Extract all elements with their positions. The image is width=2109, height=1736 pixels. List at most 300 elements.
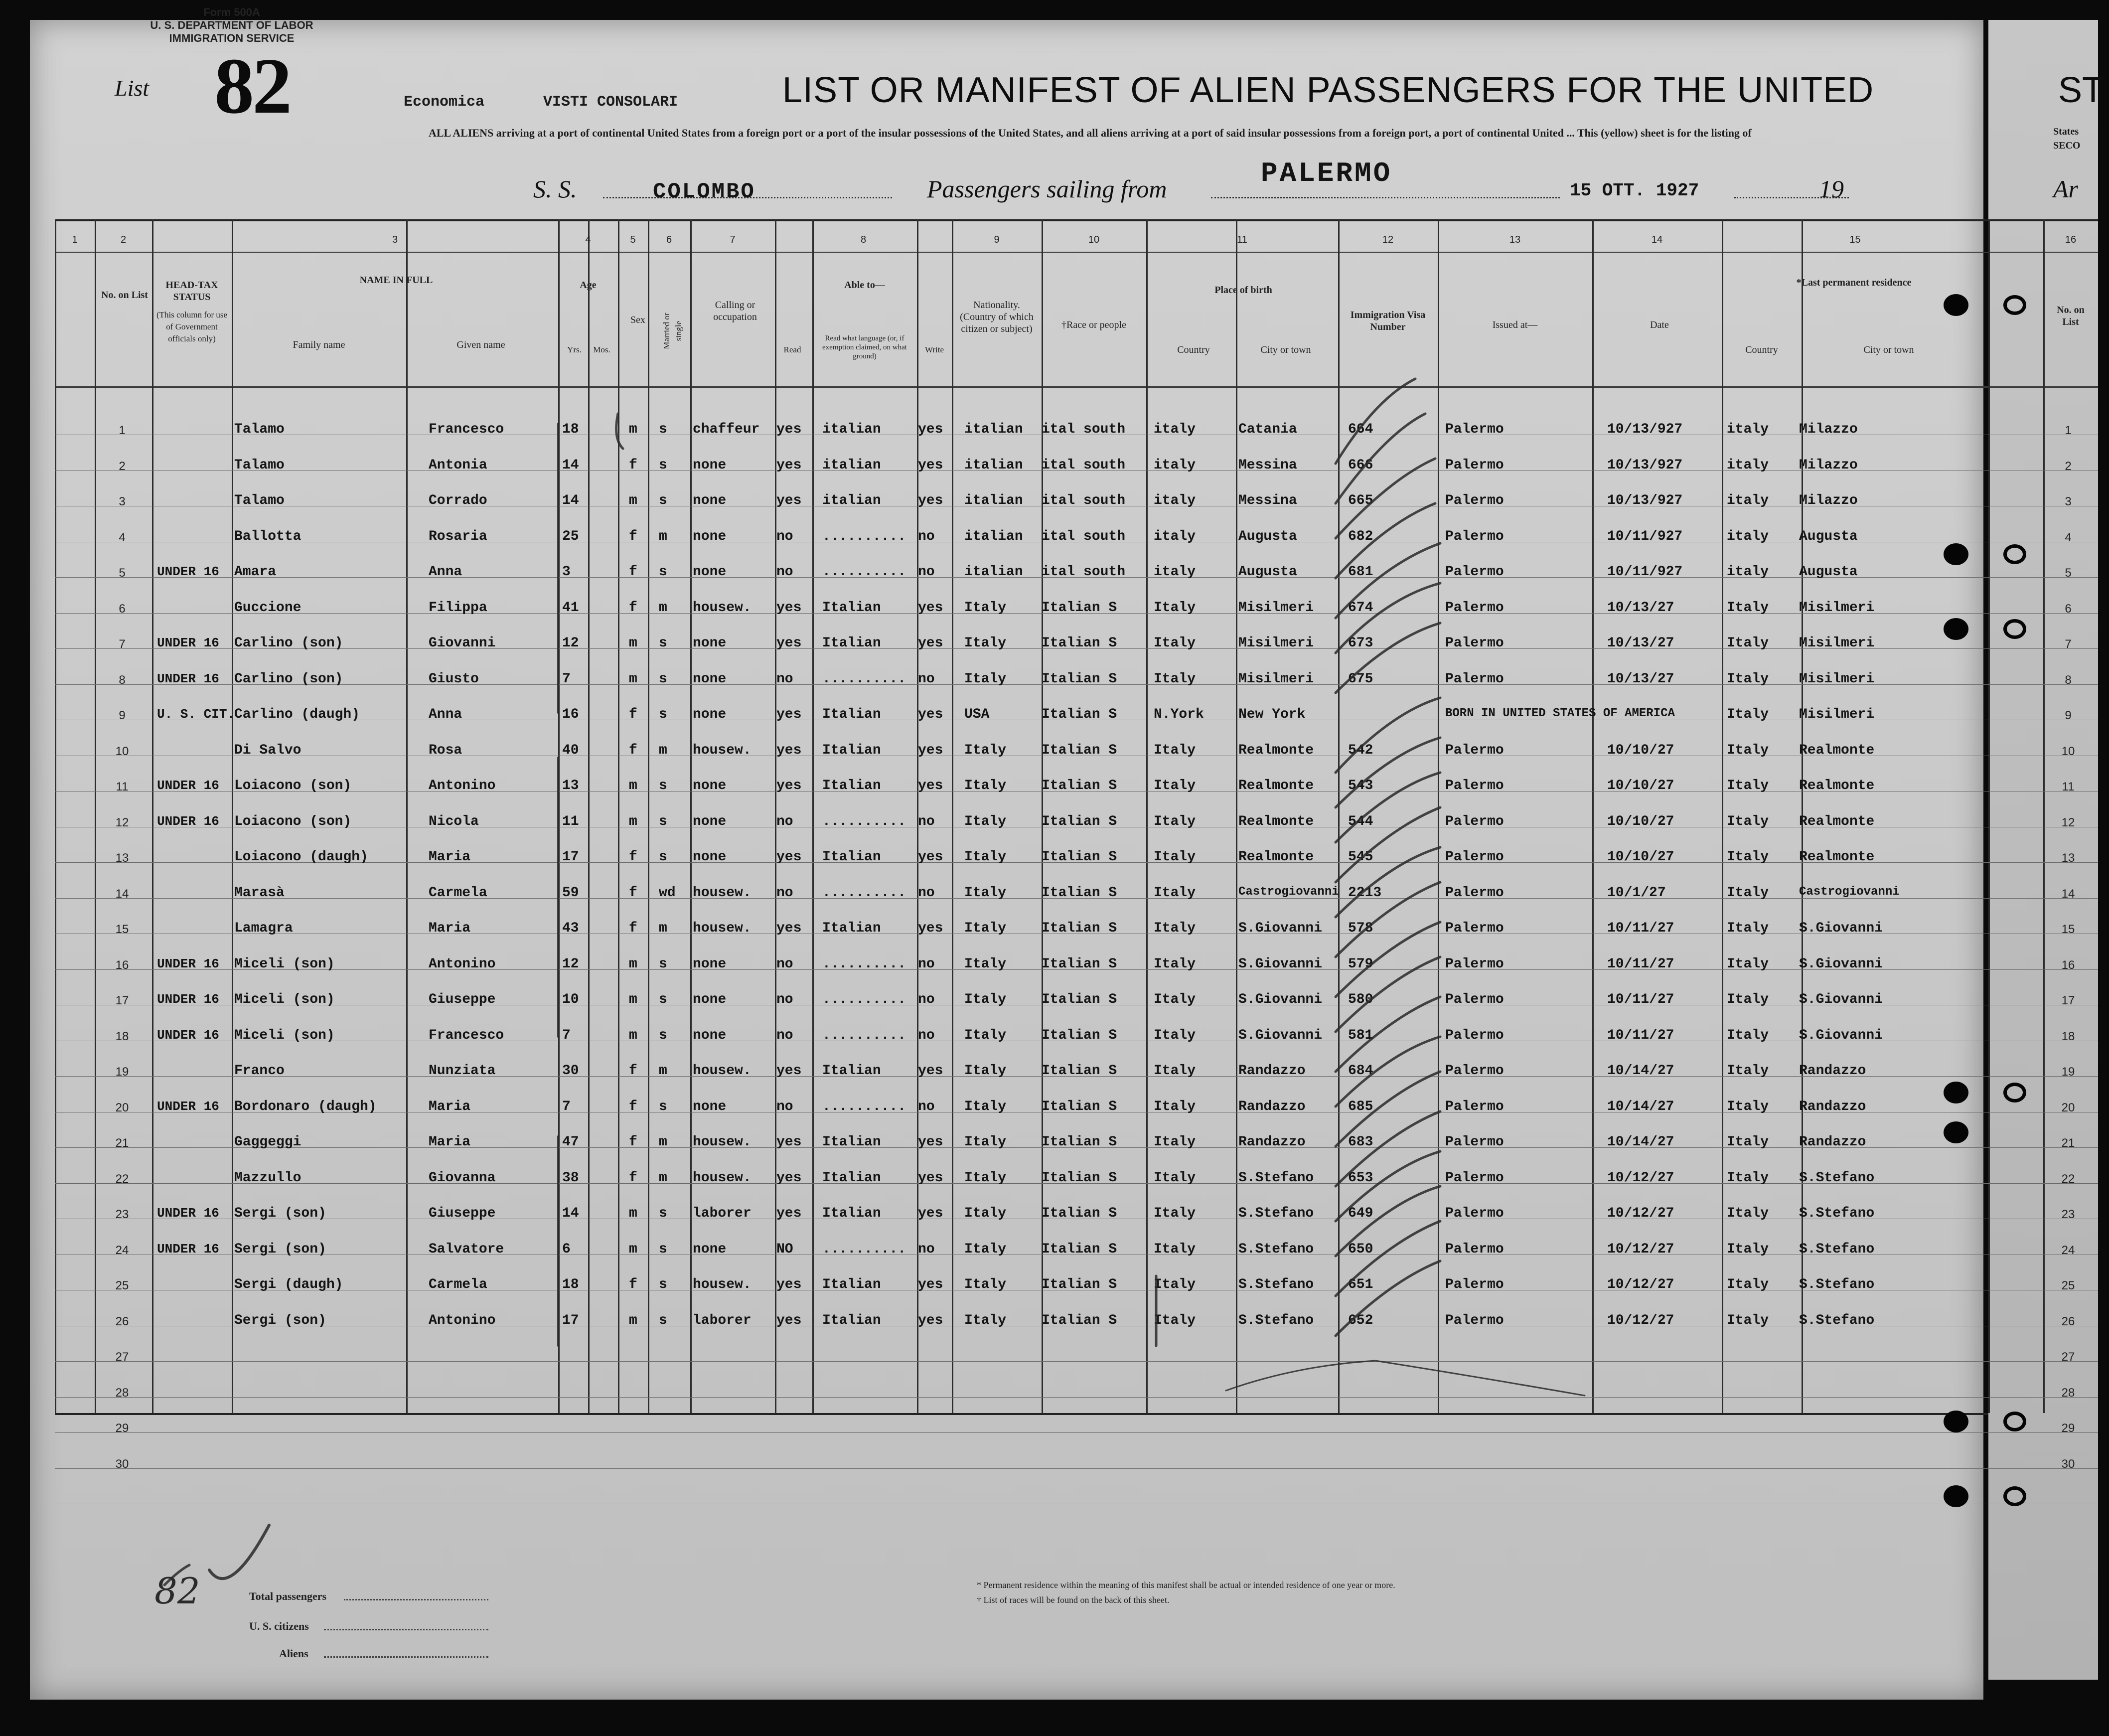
hdr-given-name: Given name [456, 339, 505, 350]
given-name-cell: Carmela [429, 885, 487, 901]
nationality-cell: italian [964, 529, 1023, 544]
given-name-cell: Giovanni [429, 635, 496, 651]
birth-city-cell: Castrogiovanni [1238, 885, 1339, 899]
visa-date-cell: 10/1/27 [1607, 885, 1666, 901]
birth-country-cell: italy [1154, 529, 1196, 544]
birth-city-cell: Realmonte [1238, 743, 1314, 758]
row-number-right: 25 [2061, 1279, 2075, 1292]
visa-date-cell: 10/10/27 [1607, 814, 1674, 829]
issued-at-cell: Palermo [1445, 1028, 1504, 1043]
birth-city-cell: Misilmeri [1238, 671, 1314, 687]
hdr-head-tax: HEAD-TAX STATUS [165, 280, 218, 303]
calling-cell: housew. [693, 1170, 752, 1186]
marital-status-cell: s [659, 849, 667, 865]
age-cell: 7 [562, 671, 571, 687]
family-name-cell: Gaggeggi [234, 1134, 301, 1150]
row-number: 3 [119, 495, 126, 508]
row-number: 9 [119, 709, 126, 722]
visa-date-cell: 10/14/27 [1607, 1134, 1674, 1150]
issued-at-cell: Palermo [1445, 1313, 1504, 1328]
visa-number-cell: 681 [1348, 564, 1373, 580]
marital-status-cell: s [659, 1313, 667, 1328]
family-name-cell: Miceli (son) [234, 956, 335, 972]
footnote-races: † List of races will be found on the back of this sheet. [977, 1595, 1170, 1605]
residence-city-cell: S.Stefano [1799, 1313, 1875, 1328]
write-cell: no [918, 885, 935, 901]
language-cell: .......... [822, 671, 906, 687]
hdr-issued-at: Issued at— [1492, 319, 1538, 330]
residence-country-cell: Italy [1727, 992, 1769, 1007]
citizens-dotted-line [324, 1629, 488, 1630]
language-cell: italian [822, 458, 881, 473]
residence-country-cell: Italy [1727, 600, 1769, 616]
language-cell: Italian [822, 778, 881, 793]
family-name-cell: Loiacono (son) [234, 778, 352, 793]
family-name-cell: Miceli (son) [234, 1028, 335, 1043]
residence-city-cell: Misilmeri [1799, 600, 1875, 616]
marital-status-cell: s [659, 458, 667, 473]
row-number-right: 14 [2061, 887, 2075, 901]
language-cell: Italian [822, 743, 881, 758]
sex-cell: m [629, 422, 637, 437]
birth-country-cell: Italy [1154, 1206, 1196, 1221]
calling-cell: none [693, 992, 727, 1007]
birth-country-cell: italy [1154, 458, 1196, 473]
punch-hole [1944, 294, 1968, 316]
read-cell: yes [776, 921, 802, 936]
residence-city-cell: S.Stefano [1799, 1206, 1875, 1221]
race-cell: Italian S [1042, 1277, 1117, 1292]
read-cell: no [776, 885, 793, 901]
sex-cell: f [629, 849, 637, 865]
residence-country-cell: Italy [1727, 921, 1769, 936]
sex-cell: f [629, 1170, 637, 1186]
race-cell: Italian S [1042, 1206, 1117, 1221]
age-cell: 43 [562, 921, 579, 936]
birth-country-cell: Italy [1154, 814, 1196, 829]
row-number: 19 [115, 1065, 129, 1079]
row-number-right: 28 [2061, 1386, 2075, 1400]
visa-date-cell: 10/11/27 [1607, 1028, 1674, 1043]
head-tax-cell: UNDER 16 [157, 1242, 219, 1257]
birth-country-cell: Italy [1154, 1099, 1196, 1114]
issued-at-cell: Palermo [1445, 956, 1504, 972]
write-cell: no [918, 1099, 935, 1114]
column-number: 4 [585, 234, 591, 245]
nationality-cell: Italy [964, 1063, 1007, 1079]
read-cell: no [776, 956, 793, 972]
footnote-residence: * Permanent residence within the meaning of this manifest shall be actual or intended residence of one year or more. [977, 1580, 1395, 1590]
write-cell: yes [918, 1170, 943, 1186]
write-cell: yes [918, 778, 943, 793]
visa-date-cell: 10/11/27 [1607, 956, 1674, 972]
row-number-right: 18 [2061, 1030, 2075, 1043]
family-name-cell: Sergi (son) [234, 1313, 326, 1328]
marital-status-cell: s [659, 992, 667, 1007]
age-cell: 17 [562, 849, 579, 865]
language-cell: Italian [822, 1170, 881, 1186]
age-cell: 7 [562, 1028, 571, 1043]
head-tax-cell: UNDER 16 [157, 671, 219, 686]
nationality-cell: Italy [964, 849, 1007, 865]
residence-city-cell: S.Giovanni [1799, 956, 1883, 972]
footer-total-passengers: Total passengers [249, 1590, 327, 1602]
visa-number-cell: 578 [1348, 921, 1373, 936]
write-cell: no [918, 1028, 935, 1043]
age-cell: 3 [562, 564, 571, 580]
issued-at-cell: Palermo [1445, 992, 1504, 1007]
hdr-name-in-full: NAME IN FULL [359, 275, 433, 286]
given-name-cell: Giuseppe [429, 992, 496, 1007]
residence-country-cell: Italy [1727, 1313, 1769, 1328]
stamp-class: Economica [404, 94, 485, 111]
race-cell: ital south [1042, 458, 1126, 473]
issued-at-cell: Palermo [1445, 743, 1504, 758]
visa-number-cell: 542 [1348, 743, 1373, 758]
row-number: 26 [115, 1315, 129, 1328]
birth-city-cell: Randazzo [1238, 1063, 1306, 1079]
row-number-right: 29 [2061, 1421, 2075, 1435]
write-cell: yes [918, 422, 943, 437]
hdr-read-language: Read what language (or, if exemption claimed, on what ground) [822, 334, 907, 360]
punch-hole-ring [2003, 1083, 2026, 1103]
residence-country-cell: Italy [1727, 1242, 1769, 1257]
race-cell: Italian S [1042, 707, 1117, 722]
row-number: 22 [115, 1172, 129, 1186]
marital-status-cell: s [659, 814, 667, 829]
race-cell: Italian S [1042, 1242, 1117, 1257]
sex-cell: f [629, 1063, 637, 1079]
head-tax-cell: UNDER 16 [157, 814, 219, 829]
row-number: 2 [119, 460, 126, 473]
marital-status-cell: s [659, 707, 667, 722]
read-cell: yes [776, 778, 802, 793]
row-number: 27 [115, 1350, 129, 1364]
age-cell: 18 [562, 422, 579, 437]
visa-number-cell: 544 [1348, 814, 1373, 829]
write-cell: yes [918, 921, 943, 936]
sex-cell: f [629, 921, 637, 936]
language-cell: Italian [822, 1134, 881, 1150]
birth-country-cell: Italy [1154, 1313, 1196, 1328]
language-cell: Italian [822, 600, 881, 616]
read-cell: yes [776, 635, 802, 651]
issued-at-cell: Palermo [1445, 671, 1504, 687]
row-number-right: 9 [2065, 709, 2072, 722]
read-cell: yes [776, 849, 802, 865]
visa-number-cell: 664 [1348, 422, 1373, 437]
row-number: 10 [115, 745, 129, 758]
residence-city-cell: Randazzo [1799, 1099, 1866, 1114]
visa-number-cell: 580 [1348, 992, 1373, 1007]
head-tax-cell: UNDER 16 [157, 635, 219, 650]
issued-at-cell: Palermo [1445, 1170, 1504, 1186]
row-number-right: 5 [2065, 566, 2072, 580]
calling-cell: none [693, 778, 727, 793]
sex-cell: m [629, 493, 637, 508]
race-cell: Italian S [1042, 1028, 1117, 1043]
given-name-cell: Rosaria [429, 529, 487, 544]
family-name-cell: Amara [234, 564, 277, 580]
hdr-race: †Race or people [1061, 319, 1126, 330]
given-name-cell: Giuseppe [429, 1206, 496, 1221]
birth-country-cell: Italy [1154, 1028, 1196, 1043]
birth-country-cell: Italy [1154, 1134, 1196, 1150]
hdr-visa-number: Immigration Visa Number [1350, 310, 1426, 332]
visa-date-cell: 10/13/27 [1607, 635, 1674, 651]
sex-cell: f [629, 1099, 637, 1114]
birth-city-cell: S.Giovanni [1238, 992, 1323, 1007]
race-cell: Italian S [1042, 1134, 1117, 1150]
column-number: 14 [1651, 234, 1663, 245]
row-number: 20 [115, 1101, 129, 1114]
language-cell: .......... [822, 1242, 906, 1257]
age-cell: 18 [562, 1277, 579, 1292]
marital-status-cell: s [659, 1242, 667, 1257]
birth-city-cell: S.Stefano [1238, 1170, 1314, 1186]
marital-status-cell: m [659, 1134, 667, 1150]
visa-number-cell: 684 [1348, 1063, 1373, 1079]
read-cell: yes [776, 493, 802, 508]
visa-date-cell: 10/11/27 [1607, 992, 1674, 1007]
calling-cell: none [693, 956, 727, 972]
port-name: PALERMO [1261, 158, 1392, 189]
given-name-cell: Giusto [429, 671, 479, 687]
race-cell: ital south [1042, 529, 1126, 544]
write-cell: no [918, 1242, 935, 1257]
row-number: 12 [115, 816, 129, 829]
visa-date-cell: 10/12/27 [1607, 1170, 1674, 1186]
age-cell: 30 [562, 1063, 579, 1079]
residence-city-cell: S.Stefano [1799, 1170, 1875, 1186]
issued-at-cell: Palermo [1445, 564, 1504, 580]
nationality-cell: Italy [964, 1206, 1007, 1221]
visa-number-cell: 683 [1348, 1134, 1373, 1150]
marital-status-cell: s [659, 671, 667, 687]
row-number: 28 [115, 1386, 129, 1400]
sex-cell: f [629, 458, 637, 473]
calling-cell: none [693, 1099, 727, 1114]
marital-status-cell: s [659, 635, 667, 651]
write-cell: no [918, 814, 935, 829]
marital-status-cell: m [659, 1063, 667, 1079]
birth-city-cell: Catania [1238, 422, 1297, 437]
nationality-cell: Italy [964, 992, 1007, 1007]
nationality-cell: Italy [964, 921, 1007, 936]
head-tax-cell: U. S. CIT. [157, 707, 235, 722]
family-name-cell: Carlino (son) [234, 635, 343, 651]
language-cell: .......... [822, 956, 906, 972]
read-cell: no [776, 1099, 793, 1114]
residence-country-cell: italy [1727, 564, 1769, 580]
family-name-cell: Sergi (son) [234, 1242, 326, 1257]
calling-cell: housew. [693, 600, 752, 616]
read-cell: NO [776, 1242, 793, 1257]
form-tag: Form 500A U. S. DEPARTMENT OF LABOR IMMIGRATION SERVICE [150, 6, 313, 44]
row-number: 14 [115, 887, 129, 901]
calling-cell: none [693, 814, 727, 829]
family-name-cell: Di Salvo [234, 743, 301, 758]
residence-country-cell: Italy [1727, 671, 1769, 687]
hdr-res-city: City or town [1863, 344, 1914, 355]
race-cell: Italian S [1042, 635, 1117, 651]
column-number: 6 [666, 234, 672, 245]
family-name-cell: Marasà [234, 885, 285, 901]
visa-date-cell: 10/10/27 [1607, 778, 1674, 793]
read-cell: no [776, 814, 793, 829]
family-name-cell: Carlino (son) [234, 671, 343, 687]
read-cell: no [776, 1028, 793, 1043]
age-cell: 11 [562, 814, 579, 829]
calling-cell: chaffeur [693, 422, 760, 437]
calling-cell: housew. [693, 1277, 752, 1292]
row-number: 6 [119, 602, 126, 616]
row-number: 29 [115, 1421, 129, 1435]
sex-cell: f [629, 1134, 637, 1150]
race-cell: Italian S [1042, 956, 1117, 972]
age-cell: 7 [562, 1099, 571, 1114]
sailing-label: Passengers sailing from [927, 175, 1167, 203]
row-number: 24 [115, 1244, 129, 1257]
residence-city-cell: Augusta [1799, 529, 1858, 544]
nationality-cell: Italy [964, 814, 1007, 829]
residence-country-cell: Italy [1727, 849, 1769, 865]
language-cell: .......... [822, 1028, 906, 1043]
birth-city-cell: Augusta [1238, 529, 1297, 544]
age-cell: 38 [562, 1170, 579, 1186]
list-number: 82 [214, 41, 290, 130]
language-cell: italian [822, 422, 881, 437]
birth-city-cell: S.Stefano [1238, 1313, 1314, 1328]
issued-at-cell: Palermo [1445, 600, 1504, 616]
residence-country-cell: Italy [1727, 1134, 1769, 1150]
row-number-right: 12 [2061, 816, 2075, 829]
residence-country-cell: italy [1727, 422, 1769, 437]
birth-country-cell: Italy [1154, 849, 1196, 865]
nationality-cell: Italy [964, 1134, 1007, 1150]
marital-status-cell: s [659, 1206, 667, 1221]
family-name-cell: Talamo [234, 458, 285, 473]
birth-city-cell: Augusta [1238, 564, 1297, 580]
race-cell: ital south [1042, 564, 1126, 580]
visa-number-cell: 651 [1348, 1277, 1373, 1292]
age-cell: 14 [562, 1206, 579, 1221]
age-cell: 40 [562, 743, 579, 758]
given-name-cell: Carmela [429, 1277, 487, 1292]
calling-cell: none [693, 529, 727, 544]
year-label: 19 [1819, 175, 1844, 203]
nationality-cell: Italy [964, 1242, 1007, 1257]
language-cell: Italian [822, 849, 881, 865]
calling-cell: none [693, 671, 727, 687]
birth-country-cell: Italy [1154, 921, 1196, 936]
hdr-read: Read [783, 345, 801, 354]
calling-cell: none [693, 635, 727, 651]
age-cell: 25 [562, 529, 579, 544]
birth-country-cell: Italy [1154, 635, 1196, 651]
nationality-cell: italian [964, 493, 1023, 508]
marital-status-cell: s [659, 1099, 667, 1114]
sex-cell: m [629, 956, 637, 972]
nationality-cell: Italy [964, 600, 1007, 616]
row-number: 4 [119, 531, 126, 544]
birth-city-cell: Randazzo [1238, 1134, 1306, 1150]
race-cell: Italian S [1042, 849, 1117, 865]
read-cell: no [776, 992, 793, 1007]
handwritten-total: 82 [154, 1570, 200, 1612]
race-cell: Italian S [1042, 814, 1117, 829]
family-name-cell: Lamagra [234, 921, 293, 936]
row-number: 7 [119, 637, 126, 651]
read-cell: yes [776, 707, 802, 722]
residence-city-cell: S.Giovanni [1799, 921, 1883, 936]
race-cell: Italian S [1042, 1313, 1117, 1328]
head-tax-cell: UNDER 16 [157, 992, 219, 1007]
given-name-cell: Maria [429, 1134, 471, 1150]
write-cell: yes [918, 1206, 943, 1221]
family-name-cell: Mazzullo [234, 1170, 301, 1186]
given-name-cell: Antonino [429, 956, 496, 972]
write-cell: no [918, 529, 935, 544]
sex-cell: m [629, 635, 637, 651]
marital-status-cell: m [659, 921, 667, 936]
given-name-cell: Salvatore [429, 1242, 504, 1257]
residence-country-cell: Italy [1727, 1206, 1769, 1221]
birth-country-cell: N.York [1154, 707, 1204, 722]
row-number-right: 7 [2065, 637, 2072, 651]
calling-cell: none [693, 458, 727, 473]
write-cell: no [918, 956, 935, 972]
residence-country-cell: Italy [1727, 885, 1769, 901]
age-cell: 41 [562, 600, 579, 616]
visa-number-cell: 673 [1348, 635, 1373, 651]
punch-hole-ring [2003, 544, 2026, 564]
nationality-cell: Italy [964, 1170, 1007, 1186]
language-cell: .......... [822, 529, 906, 544]
row-number: 8 [119, 673, 126, 687]
column-number: 7 [730, 234, 736, 245]
sex-cell: f [629, 707, 637, 722]
visa-date-cell: 10/11/27 [1607, 921, 1674, 936]
visa-date-cell: 10/13/27 [1607, 600, 1674, 616]
row-number-right: 21 [2061, 1136, 2075, 1150]
visa-number-cell: 675 [1348, 671, 1373, 687]
visa-date-cell: 10/10/27 [1607, 743, 1674, 758]
language-cell: .......... [822, 992, 906, 1007]
nationality-cell: Italy [964, 1277, 1007, 1292]
row-number-right: 10 [2061, 745, 2075, 758]
head-tax-cell: UNDER 16 [157, 778, 219, 793]
column-number: 12 [1382, 234, 1394, 245]
age-cell: 10 [562, 992, 579, 1007]
nationality-cell: Italy [964, 635, 1007, 651]
visa-number-cell: 543 [1348, 778, 1373, 793]
hdr-mos: Mos. [593, 345, 610, 354]
read-cell: yes [776, 1063, 802, 1079]
birth-country-cell: Italy [1154, 743, 1196, 758]
nationality-cell: Italy [964, 1028, 1007, 1043]
family-name-cell: Franco [234, 1063, 285, 1079]
given-name-cell: Corrado [429, 493, 487, 508]
birth-city-cell: S.Giovanni [1238, 1028, 1323, 1043]
calling-cell: none [693, 1028, 727, 1043]
marital-status-cell: s [659, 422, 667, 437]
race-cell: Italian S [1042, 1063, 1117, 1079]
marital-status-cell: m [659, 1170, 667, 1186]
sex-cell: m [629, 778, 637, 793]
marital-status-cell: s [659, 493, 667, 508]
birth-city-cell: S.Stefano [1238, 1242, 1314, 1257]
